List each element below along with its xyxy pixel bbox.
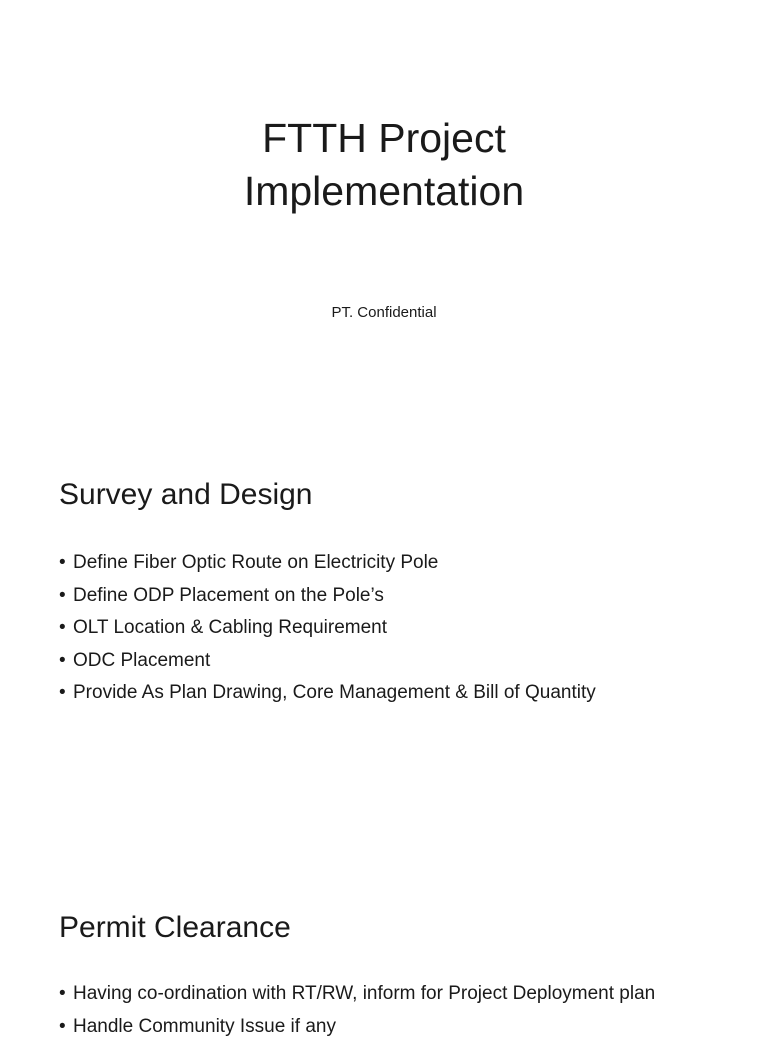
- bullet-text: Define Fiber Optic Route on Electricity Pole: [73, 552, 438, 573]
- bullet-item: [59, 612, 596, 645]
- slide-title: Survey and Design: [59, 477, 312, 513]
- bullet-icon: •: [59, 677, 66, 710]
- slide-title: Permit Clearance: [59, 910, 291, 946]
- bullet-item: [59, 677, 596, 710]
- survey-design-slide: [0, 432, 768, 864]
- bullet-item: [59, 547, 596, 580]
- bullet-text: OLT Location & Cabling Requirement: [73, 617, 387, 638]
- bullet-item: [59, 645, 596, 678]
- permit-clearance-slide: [0, 864, 768, 1024]
- presentation-subtitle: PT. Confidential: [0, 303, 768, 323]
- title-slide: [0, 0, 768, 432]
- bullet-item: [59, 1011, 655, 1043]
- presentation-title: [0, 112, 768, 218]
- bullet-icon: •: [59, 978, 66, 1011]
- title-line-2: Implementation: [0, 165, 768, 218]
- bullet-text: ODC Placement: [73, 650, 210, 671]
- bullet-icon: •: [59, 580, 66, 613]
- bullet-text: Define ODP Placement on the Pole’s: [73, 585, 384, 606]
- bullet-item: [59, 580, 596, 613]
- bullet-text: Having co-ordination with RT/RW, inform for Project Deployment plan: [73, 983, 655, 1004]
- bullet-icon: •: [59, 612, 66, 645]
- bullet-item: [59, 978, 655, 1011]
- bullet-icon: •: [59, 1011, 66, 1043]
- bullet-list: [59, 547, 596, 710]
- bullet-text: Provide As Plan Drawing, Core Management & Bill of Quantity: [73, 682, 596, 703]
- title-line-1: FTTH Project: [0, 112, 768, 165]
- bullet-icon: •: [59, 547, 66, 580]
- bullet-list: [59, 978, 655, 1043]
- bullet-icon: •: [59, 645, 66, 678]
- bullet-text: Handle Community Issue if any: [73, 1016, 336, 1037]
